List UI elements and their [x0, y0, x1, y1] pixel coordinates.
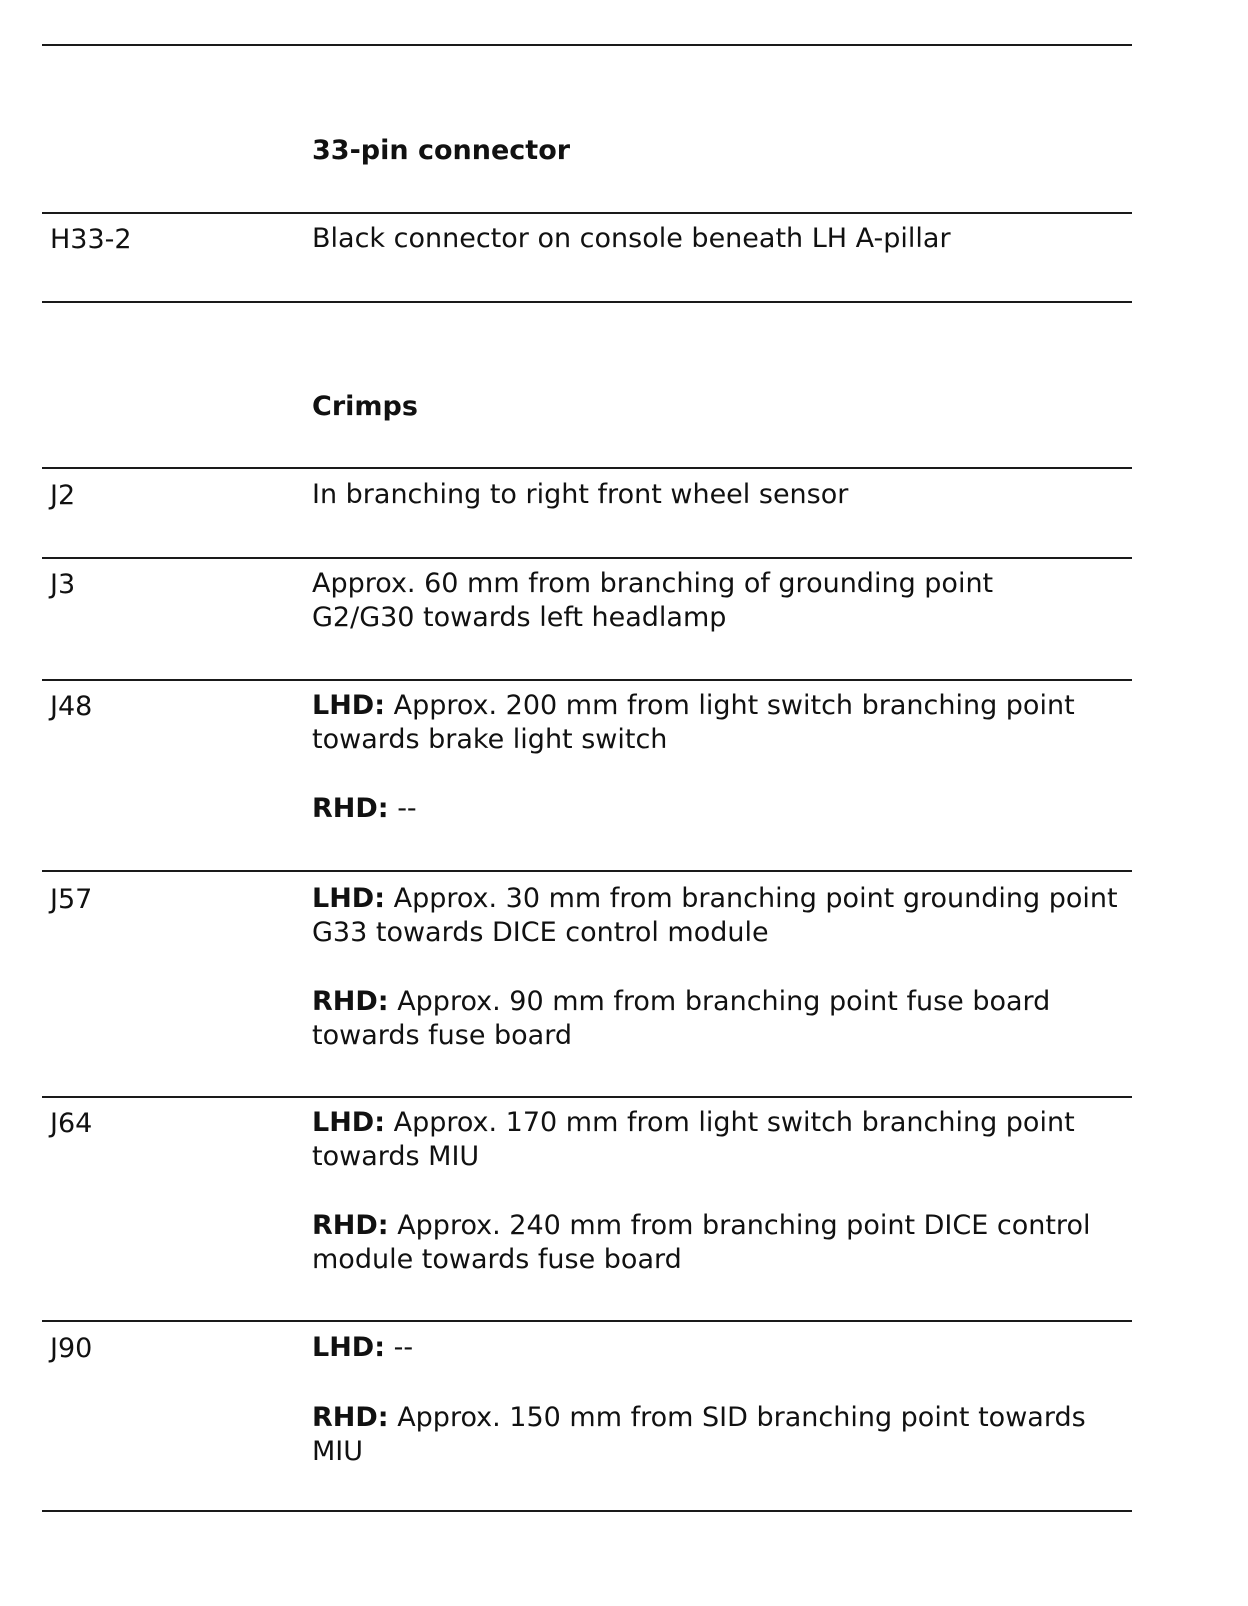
- rhd-description: [312, 792, 1132, 826]
- lhd-label: LHD:: [312, 1107, 386, 1138]
- lhd-label: LHD:: [312, 883, 386, 914]
- rhd-text: Approx. 90 mm from branching point fuse board towards fuse board: [312, 986, 1051, 1051]
- rhd-label: RHD:: [312, 1210, 389, 1241]
- row-code: J90: [50, 1333, 93, 1364]
- divider: [42, 1320, 1132, 1322]
- row-code: J2: [50, 480, 76, 511]
- rhd-description: [312, 1401, 1132, 1469]
- lhd-description: [312, 882, 1132, 950]
- divider: [42, 1096, 1132, 1098]
- rhd-text: Approx. 150 mm from SID branching point towards MIU: [312, 1402, 1086, 1467]
- lhd-text: --: [385, 1332, 414, 1363]
- row-description: In branching to right front wheel sensor: [312, 479, 849, 510]
- section-heading-crimps: Crimps: [312, 391, 418, 422]
- divider: [42, 301, 1132, 303]
- rhd-label: RHD:: [312, 986, 389, 1017]
- rhd-description: [312, 1209, 1132, 1277]
- rhd-label: RHD:: [312, 1402, 389, 1433]
- lhd-label: LHD:: [312, 690, 386, 721]
- top-divider: [42, 44, 1132, 46]
- lhd-description: [312, 1106, 1132, 1174]
- divider: [42, 679, 1132, 681]
- rhd-text: Approx. 240 mm from branching point DICE control module towards fuse board: [312, 1210, 1091, 1275]
- divider: [42, 212, 1132, 214]
- section-heading-connector: 33-pin connector: [312, 135, 571, 166]
- rhd-text: --: [388, 793, 417, 824]
- lhd-label: LHD:: [312, 1332, 386, 1363]
- lhd-description: [312, 689, 1132, 757]
- row-description: Black connector on console beneath LH A-pillar: [312, 223, 951, 254]
- divider: [42, 467, 1132, 469]
- divider: [42, 870, 1132, 872]
- row-code: J57: [50, 884, 93, 915]
- lhd-text: Approx. 30 mm from branching point grounding point G33 towards DICE control module: [312, 883, 1118, 948]
- row-code: J48: [50, 691, 93, 722]
- divider: [42, 557, 1132, 559]
- row-code: H33-2: [50, 224, 132, 255]
- lhd-text: Approx. 200 mm from light switch branching point towards brake light switch: [312, 690, 1075, 755]
- lhd-text: Approx. 170 mm from light switch branching point towards MIU: [312, 1107, 1075, 1172]
- rhd-description: [312, 985, 1132, 1053]
- row-description: Approx. 60 mm from branching of grounding point G2/G30 towards left headlamp: [312, 568, 994, 633]
- bottom-divider: [42, 1510, 1132, 1512]
- lhd-description: [312, 1331, 1132, 1365]
- rhd-label: RHD:: [312, 793, 389, 824]
- row-code: J64: [50, 1108, 93, 1139]
- row-code: J3: [50, 569, 76, 600]
